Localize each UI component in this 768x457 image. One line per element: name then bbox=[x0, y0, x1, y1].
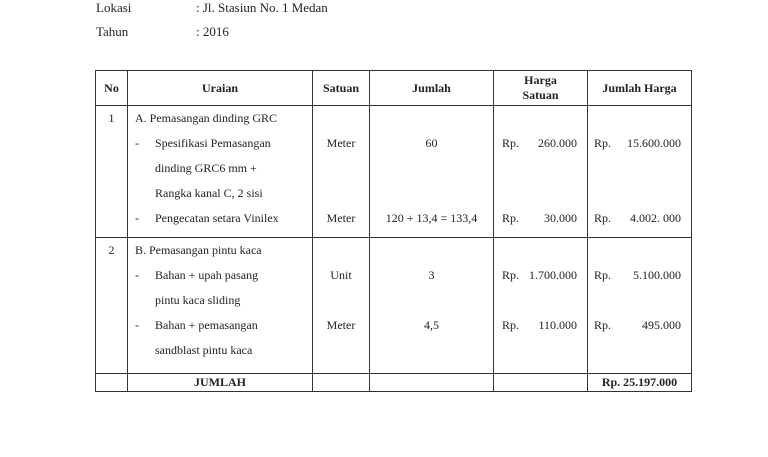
footer-empty-cell bbox=[313, 374, 370, 392]
item-total: 4.002. 000 bbox=[630, 211, 681, 225]
description-cell bbox=[128, 106, 313, 238]
group-number-cell bbox=[96, 238, 128, 374]
group-number: 2 bbox=[108, 243, 115, 257]
satuan-cell bbox=[313, 106, 370, 238]
item-jumlah: 60 bbox=[425, 136, 438, 150]
group-number-cell bbox=[96, 106, 128, 238]
total-cell bbox=[588, 106, 692, 238]
table-header-row bbox=[96, 71, 692, 106]
item-harga: 30.000 bbox=[544, 211, 577, 225]
footer-empty-cell bbox=[370, 374, 494, 392]
item-text: dinding GRC6 mm + bbox=[155, 161, 257, 175]
group-title: B. Pemasangan pintu kaca bbox=[135, 243, 262, 257]
currency: Rp. bbox=[594, 268, 612, 282]
currency: Rp. bbox=[502, 136, 520, 150]
lokasi-label: Lokasi bbox=[96, 0, 132, 15]
header-harga-line2: Satuan bbox=[522, 88, 559, 102]
bullet: - bbox=[135, 268, 139, 282]
item-text: Rangka kanal C, 2 sisi bbox=[155, 186, 263, 200]
header-harga-satuan bbox=[494, 71, 588, 106]
header-no: No bbox=[96, 71, 128, 106]
table-row bbox=[96, 106, 692, 238]
currency: Rp. bbox=[502, 318, 520, 332]
item-satuan: Meter bbox=[326, 318, 356, 332]
jumlah-cell bbox=[370, 106, 494, 238]
group-number: 1 bbox=[108, 111, 115, 125]
item-total: 15.600.000 bbox=[627, 136, 681, 150]
currency: Rp. bbox=[502, 268, 520, 282]
bullet: - bbox=[135, 318, 139, 332]
item-satuan: Meter bbox=[326, 211, 356, 225]
item-harga: 1.700.000 bbox=[529, 268, 577, 282]
footer-label: JUMLAH bbox=[128, 374, 313, 392]
grand-total: Rp. 25.197.000 bbox=[588, 374, 692, 392]
jumlah-cell bbox=[370, 238, 494, 374]
item-harga: 260.000 bbox=[538, 136, 577, 150]
footer-empty-cell bbox=[96, 374, 128, 392]
harga-cell bbox=[494, 238, 588, 374]
bullet: - bbox=[135, 211, 139, 225]
currency: Rp. bbox=[594, 211, 612, 225]
item-jumlah: 120 + 13,4 = 133,4 bbox=[385, 211, 478, 225]
tahun-value: : 2016 bbox=[196, 24, 229, 39]
satuan-cell bbox=[313, 238, 370, 374]
item-jumlah: 3 bbox=[428, 268, 435, 282]
description-cell bbox=[128, 238, 313, 374]
total-row bbox=[96, 374, 692, 392]
harga-cell bbox=[494, 106, 588, 238]
item-harga: 110.000 bbox=[538, 318, 577, 332]
item-text: Spesifikasi Pemasangan bbox=[155, 136, 271, 150]
item-total: 5.100.000 bbox=[633, 268, 681, 282]
cost-table bbox=[95, 70, 692, 392]
item-text: Bahan + pemasangan bbox=[155, 318, 258, 332]
item-total: 495.000 bbox=[642, 318, 681, 332]
item-jumlah: 4,5 bbox=[424, 318, 439, 332]
footer-empty-cell bbox=[494, 374, 588, 392]
table-row bbox=[96, 238, 692, 374]
header-uraian: Uraian bbox=[128, 71, 313, 106]
currency: Rp. bbox=[594, 136, 612, 150]
currency: Rp. bbox=[502, 211, 520, 225]
item-text: Pengecatan setara Vinilex bbox=[155, 211, 279, 225]
lokasi-value: : Jl. Stasiun No. 1 Medan bbox=[196, 0, 328, 15]
item-text: pintu kaca sliding bbox=[155, 293, 241, 307]
item-satuan: Unit bbox=[330, 268, 352, 282]
header-jumlah: Jumlah bbox=[370, 71, 494, 106]
header-harga-line1: Harga bbox=[524, 73, 557, 87]
total-cell bbox=[588, 238, 692, 374]
header-satuan: Satuan bbox=[313, 71, 370, 106]
group-title: A. Pemasangan dinding GRC bbox=[135, 111, 277, 125]
item-satuan: Meter bbox=[326, 136, 356, 150]
bullet: - bbox=[135, 136, 139, 150]
tahun-label: Tahun bbox=[96, 24, 129, 39]
currency: Rp. bbox=[594, 318, 612, 332]
item-text: Bahan + upah pasang bbox=[155, 268, 259, 282]
item-text: sandblast pintu kaca bbox=[155, 343, 253, 357]
header-jumlah-harga: Jumlah Harga bbox=[588, 71, 692, 106]
